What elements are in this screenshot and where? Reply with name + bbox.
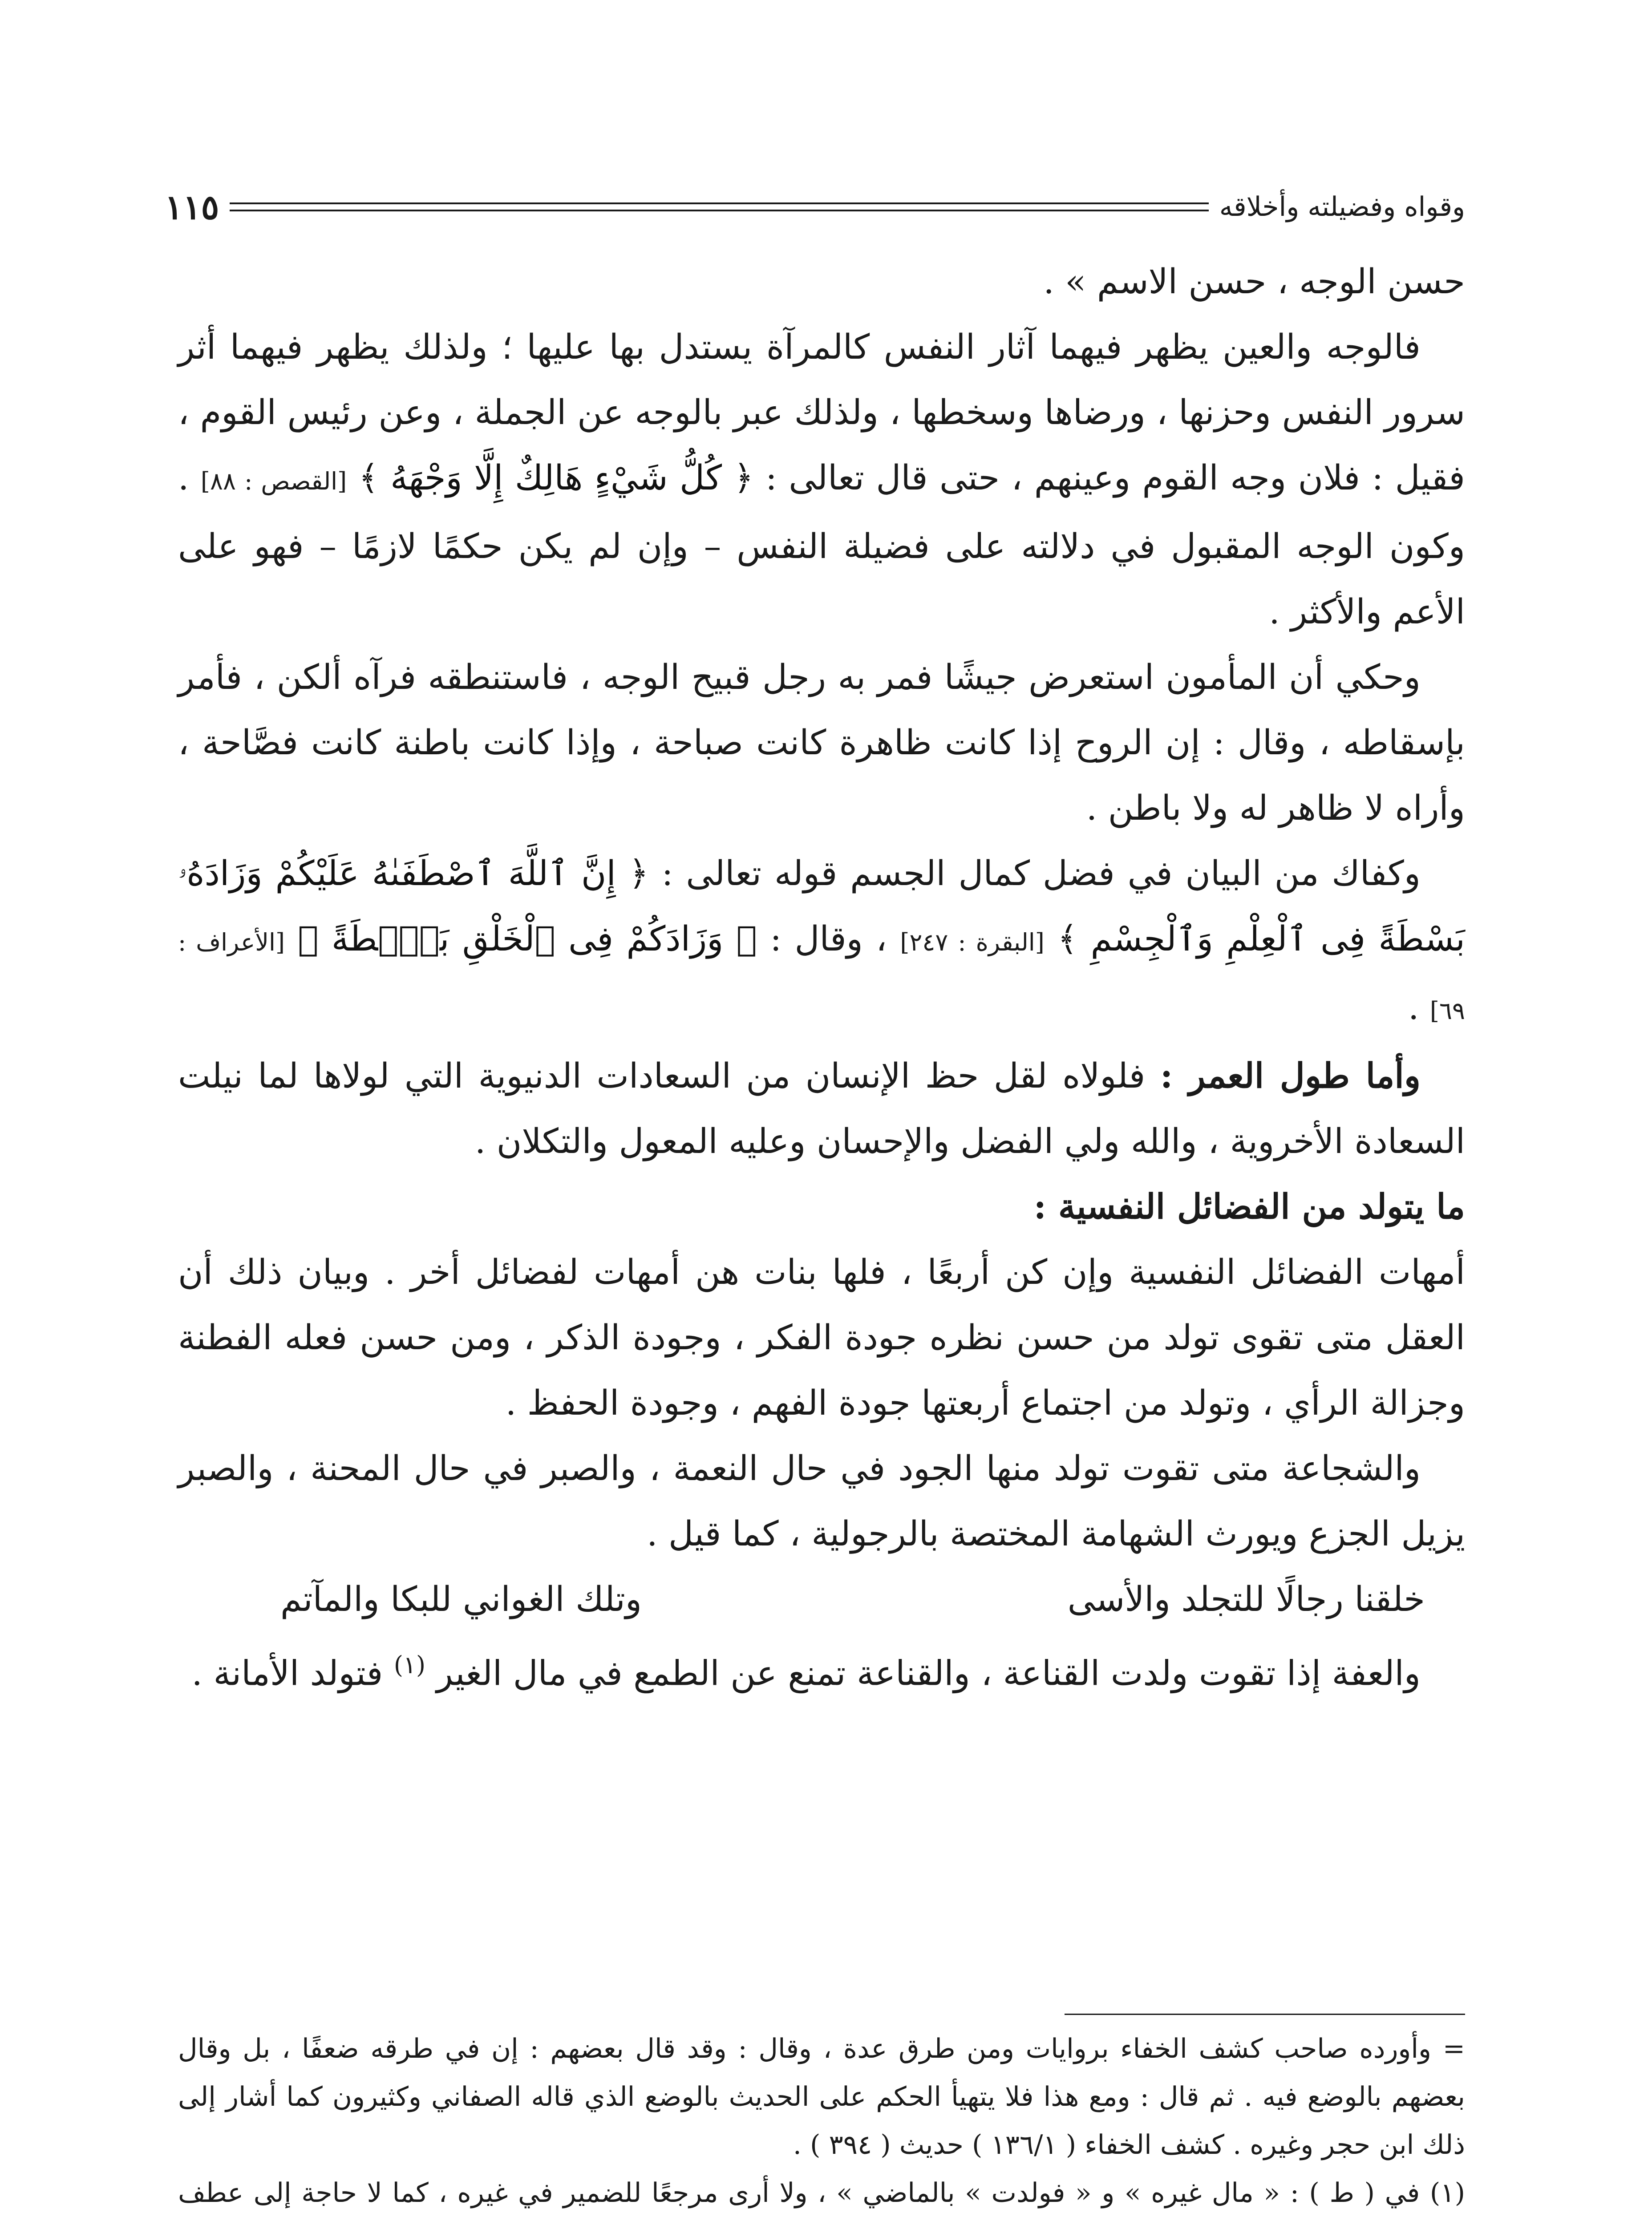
footnote-continuation: = وأورده صاحب كشف الخفاء بروايات ومن طرق عدة ، وقال : وقد قال بعضهم : إن في طرقه ضعفًا ، بل وقال بعضهم بالوضع فيه . ثم قال : ومع هذا فلا يتهيأ الحكم على الحديث بالوضع الذي قاله الصفاني وكثيرون كما أشار إلى ذلك ابن حجر وغيره . كشف الخفاء ( ١٣٦/١ ) حديث ( ٣٩٤ ) . (178, 2033, 1466, 2160)
verse-reference-baqara: [البقرة : ٢٤٧] (900, 928, 1045, 956)
paragraph-5-lead: وأما طول العمر : (1160, 1056, 1421, 1096)
paragraph-4-mid: ، وقال : (770, 919, 887, 959)
verse-first-hemistich: خلقنا رجالًا للتجلد والأسى (1067, 1580, 1425, 1619)
footnote-1: (١) في ( ط ) : « مال غيره » و « فولدت » بالماضي » ، ولا أرى مرجعًا للضمير في غيره ، كما لا حاجة إلى عطف (178, 2177, 1465, 2209)
section-heading: ما يتولد من الفضائل النفسية : (1033, 1187, 1465, 1227)
footnotes (178, 2025, 1465, 2225)
verse-second-hemistich: وتلك الغواني للبكا والمآتم (280, 1580, 642, 1619)
quran-verse-baqara: ﴿ إِنَّ ٱللَّهَ ٱصْطَفَىٰهُ عَلَيْكُمْ وَزَادَهُۥ بَسْطَةً فِى ٱلْعِلْمِ وَٱلْجِسْمِ ﴾ (178, 854, 1465, 959)
paragraph-8 (178, 1632, 1465, 1707)
verse-reference-araf: [الأعراف : ٦٩] (178, 928, 1465, 1025)
paragraph-2-tail: . وكون الوجه المقبول في دلالته على فضيلة النفس – وإن لم يكن حكمًا لازمًا – فهو على الأعم والأكثر . (178, 458, 1465, 632)
footnote-reference-1[interactable]: (١) (393, 1651, 426, 1679)
paragraph-4-end: . (1408, 988, 1419, 1028)
paragraph-3: وحكي أن المأمون استعرض جيشًا فمر به رجل قبيح الوجه ، فاستنطقه فرآه ألكن ، فأمر بإسقاطه ، وقال : إن الروح إذا كانت ظاهرة كانت صباحة ، وإذا كانت باطنة كانت فصَّاحة ، وأراه لا ظاهر له ولا باطن . (178, 658, 1465, 828)
paragraph-4 (178, 841, 1465, 1044)
paragraph-8-text-b: فتولد الأمانة . (191, 1654, 383, 1694)
paragraph-4-text: وكفاك من البيان في فضل كمال الجسم قوله تعالى : (661, 854, 1421, 894)
quran-verse-araf: ﴿ وَزَادَكُمْ فِى ٱلْخَلْقِ بَصْۜطَةً ﴾ (298, 919, 757, 959)
running-title: وقواه وفضيلته وأخلاقه (1219, 191, 1465, 222)
page-header (165, 187, 1465, 227)
header-double-rule (230, 202, 1208, 211)
paragraph-2-text: فالوجه والعين يظهر فيهما آثار النفس كالمرآة يستدل بها عليها ؛ ولذلك يظهر فيهما أثر سرور النفس وحزنها ، ورضاها وسخطها ، ولذلك عبر بالوجه عن الجملة ، وعن رئيس القوم ، فقيل : فلان وجه القوم وعينهم ، حتى قال تعالى : (178, 328, 1465, 498)
paragraph-5-text: فلولاه لقل حظ الإنسان من السعادات الدنيوية التي لولاها لما نيلت السعادة الأخروية ، والله ولي الفضل والإحسان وعليه المعول والتكلان . (178, 1056, 1465, 1161)
footnote-separator (1065, 2014, 1465, 2015)
quran-verse-qasas: ﴿ كُلُّ شَيْءٍ هَالِكٌ إِلَّا وَجْهَهُ ﴾ (358, 458, 754, 498)
verse-reference-qasas: [القصص : ٨٨] (200, 467, 347, 495)
poetry-verse (178, 1567, 1465, 1632)
paragraph-6: أمهات الفضائل النفسية وإن كن أربعًا ، فلها بنات هن أمهات لفضائل أخر . وبيان ذلك أن العقل متى تقوى تولد من حسن نظره جودة الفكر ، وجودة الذكر ، ومن حسن فعله الفطنة وجزالة الرأي ، وتولد من اجتماع أربعتها جودة الفهم ، وجودة الحفظ . (178, 1253, 1465, 1423)
paragraph-2 (178, 315, 1465, 645)
paragraph-1: حسن الوجه ، حسن الاسم » . (1043, 262, 1465, 302)
paragraph-5 (178, 1044, 1465, 1174)
paragraph-7: والشجاعة متى تقوت تولد منها الجود في حال النعمة ، والصبر في حال المحنة ، والصبر يزيل الجزع ويورث الشهامة المختصة بالرجولية ، كما قيل . (178, 1449, 1465, 1554)
page-number: ١١٥ (165, 187, 219, 227)
main-text (178, 249, 1465, 1707)
paragraph-8-text-a: والعفة إذا تقوت ولدت القناعة ، والقناعة تمنع عن الطمع في مال الغير (436, 1654, 1421, 1694)
